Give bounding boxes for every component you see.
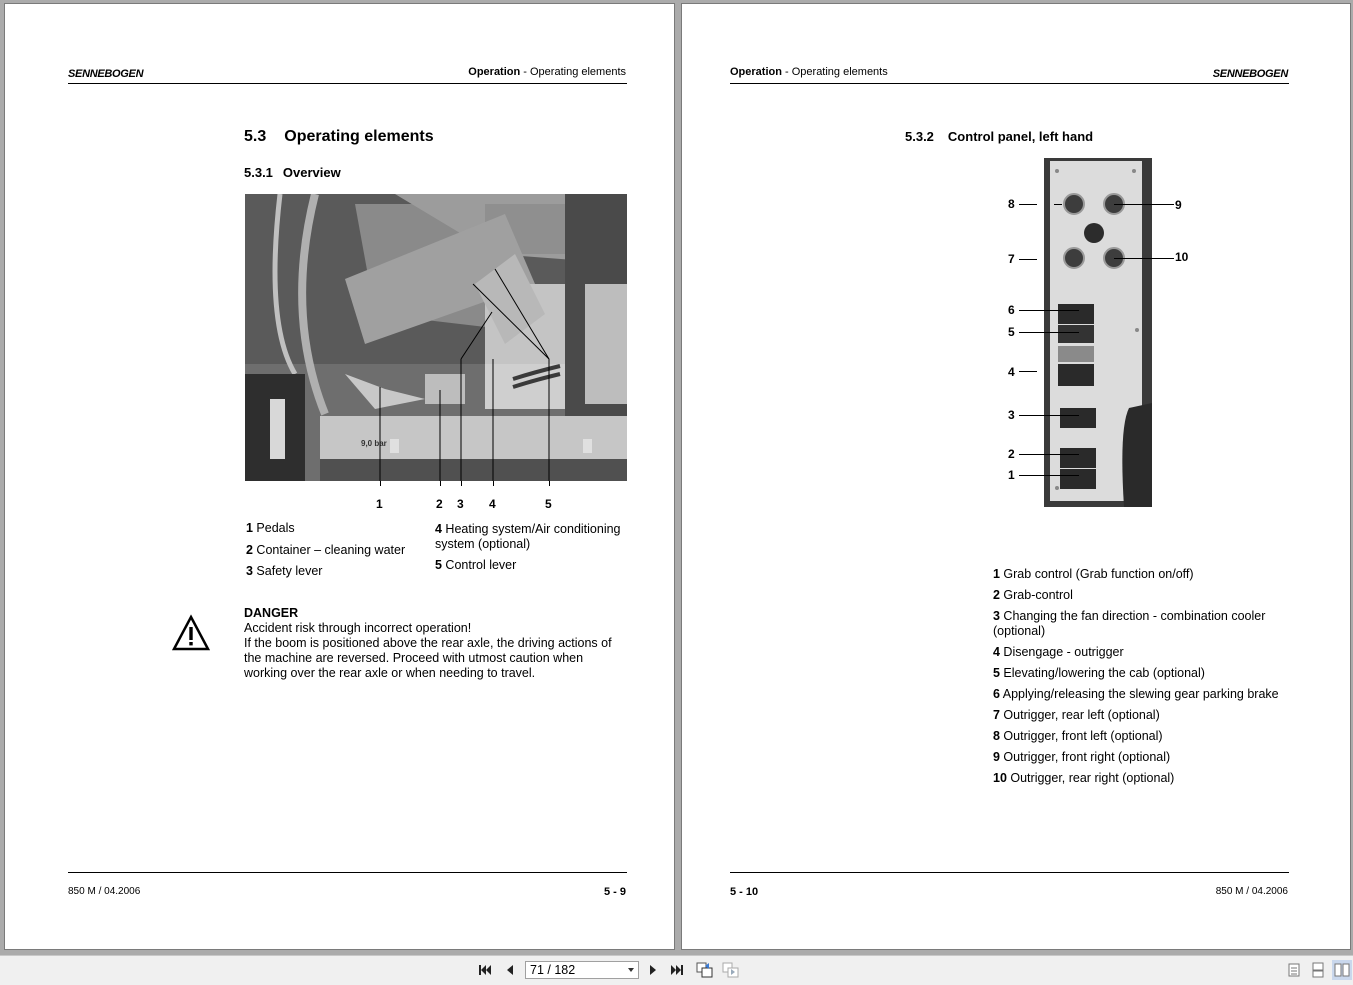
legend-item — [993, 567, 1283, 582]
callout-number: 9 — [1175, 198, 1182, 212]
subsection-number: 5.3.2 — [905, 129, 934, 144]
viewer-toolbar — [0, 955, 1353, 985]
legend-text: Applying/releasing the slewing gear parking brake — [999, 687, 1279, 701]
callout-leader — [461, 481, 462, 486]
cab-overview-photo — [245, 194, 627, 481]
subsection-heading — [905, 129, 1093, 144]
legend-text: Container – cleaning water — [252, 542, 406, 557]
control-panel-legend — [993, 567, 1283, 786]
sennebogen-logo: SENNEBOGEN — [68, 68, 144, 80]
legend-item — [435, 558, 627, 573]
legend-item — [993, 666, 1283, 681]
header-separator: - — [781, 66, 792, 78]
two-page-view-icon[interactable] — [1332, 960, 1352, 980]
callout-leader — [1019, 371, 1037, 372]
callout-leader — [1054, 204, 1062, 205]
callout-number: 4 — [1008, 365, 1015, 379]
legend-text: Disengage - outrigger — [999, 645, 1124, 659]
subsection-heading — [244, 165, 341, 180]
callout-number: 3 — [1008, 408, 1015, 422]
previous-view-icon[interactable] — [696, 962, 712, 978]
legend-item — [993, 771, 1283, 786]
legend-number: 3 — [246, 564, 253, 578]
footer-page-number: 5 - 9 — [603, 886, 626, 898]
callout-number: 7 — [1008, 252, 1015, 266]
header-separator: - — [520, 66, 530, 78]
footer-model: 850 M / 04.2006 — [68, 886, 141, 897]
legend-text: Safety lever — [252, 564, 323, 578]
legend-number: 4 — [993, 645, 1000, 659]
danger-notice — [244, 606, 629, 681]
legend-item — [993, 729, 1283, 744]
callout-leader — [440, 481, 441, 486]
page-header — [468, 66, 626, 78]
legend-item — [993, 750, 1283, 765]
header-subsection: Operating elements — [791, 66, 888, 78]
footer-rule — [730, 872, 1289, 873]
subsection-title: Control panel, left hand — [947, 129, 1094, 144]
legend-text: Control lever — [441, 558, 517, 572]
header-rule — [68, 83, 627, 84]
legend-text: Outrigger, rear right (optional) — [1006, 771, 1175, 785]
callout-number: 6 — [1008, 303, 1015, 317]
callout-leader — [1019, 454, 1079, 455]
legend-number: 8 — [993, 729, 1000, 743]
next-view-icon[interactable] — [722, 962, 738, 978]
legend-number: 1 — [993, 567, 1000, 581]
callout-leader — [1019, 475, 1079, 476]
legend-text: Grab control (Grab function on/off) — [999, 567, 1194, 581]
legend-item — [435, 522, 627, 552]
cab-photo-illustration — [245, 194, 627, 481]
photo-pressure-label: 9,0 bar — [361, 439, 387, 448]
callout-number: 8 — [1008, 197, 1015, 211]
legend-text: Heating system/Air conditioning system (optional) — [435, 522, 621, 551]
callout-number: 1 — [376, 497, 383, 511]
legend-number: 7 — [993, 708, 1000, 722]
legend-number: 2 — [993, 588, 1000, 602]
danger-title: DANGER — [244, 606, 299, 620]
legend-text: Changing the fan direction - combination cooler (optional) — [993, 609, 1266, 638]
legend-number: 6 — [993, 687, 1000, 701]
legend-number: 5 — [993, 666, 1000, 680]
legend-text: Grab-control — [999, 588, 1073, 602]
legend-number: 4 — [435, 522, 442, 536]
subsection-number: 5.3.1 — [244, 165, 273, 180]
legend-item — [246, 543, 426, 565]
footer-rule — [68, 872, 627, 873]
overview-legend-right — [435, 522, 627, 573]
danger-line: Accident risk through incorrect operation! — [244, 621, 472, 635]
legend-item — [993, 708, 1283, 723]
legend-number: 5 — [435, 558, 442, 572]
callout-leader — [380, 481, 381, 486]
callout-number: 2 — [436, 497, 443, 511]
subsection-title: Overview — [282, 165, 341, 180]
page-indicator: 71 / 182 — [530, 963, 576, 977]
chevron-down-icon — [628, 968, 634, 972]
legend-number: 3 — [993, 609, 1000, 623]
callout-number: 5 — [545, 497, 552, 511]
legend-text: Outrigger, front right (optional) — [999, 750, 1171, 764]
overview-legend-left — [246, 521, 426, 586]
continuous-view-icon[interactable] — [1311, 962, 1327, 978]
document-page-right — [681, 3, 1351, 950]
legend-text: Outrigger, front left (optional) — [999, 729, 1163, 743]
first-page-icon[interactable] — [477, 962, 493, 978]
legend-text: Elevating/lowering the cab (optional) — [999, 666, 1205, 680]
last-page-icon[interactable] — [669, 962, 685, 978]
legend-item — [246, 521, 426, 543]
page-header — [730, 66, 888, 78]
legend-number: 10 — [993, 771, 1007, 785]
document-page-left — [4, 3, 675, 950]
legend-number: 1 — [246, 521, 253, 535]
footer-model: 850 M / 04.2006 — [1215, 886, 1288, 897]
callout-leader — [1114, 204, 1174, 205]
section-heading — [244, 128, 434, 146]
legend-item — [993, 609, 1283, 639]
callout-number: 10 — [1175, 250, 1189, 264]
header-rule — [730, 83, 1289, 84]
page-number-select[interactable] — [525, 961, 639, 979]
legend-item — [993, 645, 1283, 660]
callout-leader — [1019, 204, 1037, 205]
footer-page-number: 5 - 10 — [730, 886, 759, 898]
callout-leader — [549, 481, 550, 486]
legend-item — [993, 588, 1283, 603]
sennebogen-logo: SENNEBOGEN — [1212, 68, 1288, 80]
callout-number: 2 — [1008, 447, 1015, 461]
callout-leader — [1019, 415, 1079, 416]
previous-page-icon[interactable] — [502, 962, 518, 978]
callout-leader — [1019, 332, 1079, 333]
legend-item — [993, 687, 1283, 702]
callout-leader — [1019, 310, 1079, 311]
callout-leader — [1114, 258, 1174, 259]
header-section: Operation — [468, 66, 521, 78]
single-page-view-icon[interactable] — [1287, 962, 1303, 978]
legend-item — [246, 564, 426, 586]
next-page-icon[interactable] — [645, 962, 661, 978]
danger-body: If the boom is positioned above the rear axle, the driving actions of the machine are reversed. Proceed with utmost caution when working over the rear axle or when needing to travel. — [244, 636, 612, 680]
callout-leader — [493, 481, 494, 486]
header-section: Operation — [730, 66, 782, 78]
legend-text: Pedals — [252, 521, 295, 535]
section-title: Operating elements — [284, 128, 434, 145]
callout-number: 5 — [1008, 325, 1015, 339]
callout-number: 1 — [1008, 468, 1015, 482]
legend-number: 2 — [246, 542, 253, 557]
callout-number: 4 — [489, 497, 496, 511]
callout-number: 3 — [457, 497, 464, 511]
warning-triangle-icon — [171, 614, 211, 652]
callout-leader — [1019, 259, 1037, 260]
legend-text: Outrigger, rear left (optional) — [999, 708, 1160, 722]
legend-number: 9 — [993, 750, 1000, 764]
section-number: 5.3 — [244, 128, 267, 145]
header-subsection: Operating elements — [530, 66, 626, 78]
